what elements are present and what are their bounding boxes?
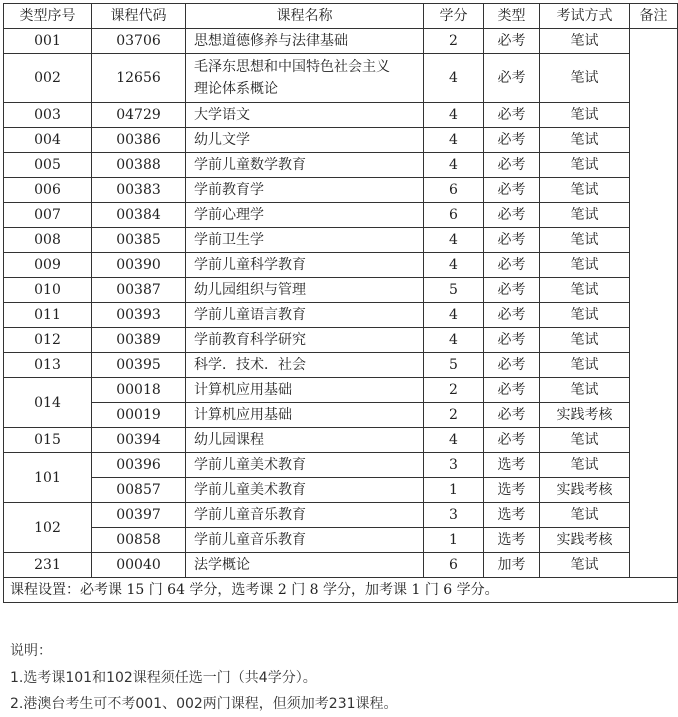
table-row: [4, 378, 678, 403]
table-header-row: [4, 4, 678, 29]
group-cell: 005: [4, 153, 92, 178]
credit-cell: 4: [424, 428, 484, 453]
header-type: 类型: [484, 4, 540, 29]
exam-cell: 笔试: [540, 54, 630, 103]
group-cell: 011: [4, 303, 92, 328]
group-cell: 009: [4, 253, 92, 278]
table-row: [4, 328, 678, 353]
table-row: [4, 54, 678, 103]
table-row: [4, 553, 678, 578]
credit-cell: 4: [424, 328, 484, 353]
table-footer-row: [4, 578, 678, 603]
table-row: [4, 453, 678, 478]
code-cell: 00390: [92, 253, 186, 278]
type-cell: 必考: [484, 328, 540, 353]
type-cell: 必考: [484, 103, 540, 128]
name-cell: 学前儿童科学教育: [186, 253, 424, 278]
table-row: [4, 528, 678, 553]
name-cell: 计算机应用基础: [186, 378, 424, 403]
exam-cell: 笔试: [540, 203, 630, 228]
type-cell: 必考: [484, 153, 540, 178]
header-remark: 备注: [630, 4, 678, 29]
name-cell: 大学语文: [186, 103, 424, 128]
credit-cell: 4: [424, 303, 484, 328]
type-cell: 必考: [484, 128, 540, 153]
credit-cell: 5: [424, 278, 484, 303]
name-line: 毛泽东思想和中国特色社会主义: [194, 59, 390, 75]
code-cell: 04729: [92, 103, 186, 128]
type-cell: 必考: [484, 403, 540, 428]
credit-cell: 5: [424, 353, 484, 378]
header-exam-method: 考试方式: [540, 4, 630, 29]
name-cell: 法学概论: [186, 553, 424, 578]
name-cell: 学前儿童数学教育: [186, 153, 424, 178]
group-cell: 007: [4, 203, 92, 228]
type-cell: 必考: [484, 353, 540, 378]
name-cell: 思想道德修养与法律基础: [186, 29, 424, 54]
exam-cell: 笔试: [540, 178, 630, 203]
table-row: [4, 278, 678, 303]
name-cell: 幼儿园组织与管理: [186, 278, 424, 303]
code-cell: 00396: [92, 453, 186, 478]
name-cell: 学前儿童音乐教育: [186, 503, 424, 528]
code-cell: 00388: [92, 153, 186, 178]
type-cell: 必考: [484, 54, 540, 103]
code-cell: 00858: [92, 528, 186, 553]
table-row: [4, 153, 678, 178]
group-cell: 002: [4, 54, 92, 103]
credit-cell: 4: [424, 103, 484, 128]
table-row: [4, 103, 678, 128]
name-cell: 学前儿童音乐教育: [186, 528, 424, 553]
exam-cell: 笔试: [540, 453, 630, 478]
table-row: [4, 253, 678, 278]
name-cell: 学前教育学: [186, 178, 424, 203]
group-cell: 014: [4, 378, 92, 428]
code-cell: 00394: [92, 428, 186, 453]
type-cell: 必考: [484, 29, 540, 54]
table-row: [4, 478, 678, 503]
code-cell: 12656: [92, 54, 186, 103]
credit-cell: 4: [424, 128, 484, 153]
table-row: [4, 428, 678, 453]
credit-cell: 3: [424, 503, 484, 528]
code-cell: 00018: [92, 378, 186, 403]
notes-section: [10, 638, 670, 717]
group-cell: 010: [4, 278, 92, 303]
type-cell: 必考: [484, 378, 540, 403]
header-course-code: 课程代码: [92, 4, 186, 29]
type-cell: 选考: [484, 478, 540, 503]
group-cell: 001: [4, 29, 92, 54]
exam-cell: 笔试: [540, 503, 630, 528]
code-cell: 00397: [92, 503, 186, 528]
type-cell: 选考: [484, 503, 540, 528]
remark-cell: [630, 29, 678, 578]
exam-cell: 笔试: [540, 29, 630, 54]
code-cell: 00385: [92, 228, 186, 253]
type-cell: 必考: [484, 278, 540, 303]
code-cell: 03706: [92, 29, 186, 54]
code-cell: 00395: [92, 353, 186, 378]
credit-cell: 4: [424, 153, 484, 178]
exam-cell: 笔试: [540, 378, 630, 403]
exam-cell: 笔试: [540, 103, 630, 128]
type-cell: 必考: [484, 428, 540, 453]
code-cell: 00384: [92, 203, 186, 228]
name-cell: 学前儿童美术教育: [186, 453, 424, 478]
note-item: 2.港澳台考生可不考001、002两门课程，但须加考231课程。: [10, 696, 398, 712]
type-cell: 必考: [484, 253, 540, 278]
credit-cell: 4: [424, 54, 484, 103]
code-cell: 00389: [92, 328, 186, 353]
credit-cell: 1: [424, 528, 484, 553]
code-cell: 00386: [92, 128, 186, 153]
table-row: [4, 178, 678, 203]
exam-cell: 笔试: [540, 353, 630, 378]
exam-cell: 笔试: [540, 153, 630, 178]
name-cell: 计算机应用基础: [186, 403, 424, 428]
exam-cell: 笔试: [540, 228, 630, 253]
exam-cell: 笔试: [540, 253, 630, 278]
exam-cell: 实践考核: [540, 528, 630, 553]
table-row: [4, 403, 678, 428]
exam-cell: 笔试: [540, 328, 630, 353]
table-row: [4, 303, 678, 328]
table-row: [4, 228, 678, 253]
code-cell: 00040: [92, 553, 186, 578]
header-course-name: 课程名称: [186, 4, 424, 29]
exam-cell: 笔试: [540, 278, 630, 303]
group-cell: 102: [4, 503, 92, 553]
group-cell: 015: [4, 428, 92, 453]
credit-cell: 4: [424, 253, 484, 278]
group-cell: 004: [4, 128, 92, 153]
credit-cell: 6: [424, 178, 484, 203]
credit-cell: 4: [424, 228, 484, 253]
code-cell: 00387: [92, 278, 186, 303]
exam-cell: 笔试: [540, 553, 630, 578]
code-cell: 00019: [92, 403, 186, 428]
type-cell: 选考: [484, 453, 540, 478]
name-cell: 幼儿文学: [186, 128, 424, 153]
name-cell: 学前儿童美术教育: [186, 478, 424, 503]
type-cell: 必考: [484, 303, 540, 328]
exam-cell: 实践考核: [540, 403, 630, 428]
group-cell: 012: [4, 328, 92, 353]
name-cell: 学前教育科学研究: [186, 328, 424, 353]
group-cell: 101: [4, 453, 92, 503]
credit-cell: 6: [424, 553, 484, 578]
type-cell: 加考: [484, 553, 540, 578]
credit-cell: 1: [424, 478, 484, 503]
code-cell: 00857: [92, 478, 186, 503]
exam-cell: 笔试: [540, 428, 630, 453]
code-cell: 00393: [92, 303, 186, 328]
table-row: [4, 128, 678, 153]
type-cell: 必考: [484, 178, 540, 203]
group-cell: 003: [4, 103, 92, 128]
credit-cell: 2: [424, 403, 484, 428]
group-cell: 013: [4, 353, 92, 378]
table-row: [4, 503, 678, 528]
credit-cell: 2: [424, 378, 484, 403]
group-cell: 231: [4, 553, 92, 578]
exam-cell: 笔试: [540, 303, 630, 328]
notes-title: 说明：: [10, 643, 52, 659]
credit-cell: 3: [424, 453, 484, 478]
table-row: [4, 353, 678, 378]
header-credit: 学分: [424, 4, 484, 29]
name-cell: 学前儿童语言教育: [186, 303, 424, 328]
header-group-no: 类型序号: [4, 4, 92, 29]
credit-cell: 6: [424, 203, 484, 228]
exam-cell: 实践考核: [540, 478, 630, 503]
name-line: 理论体系概论: [194, 81, 278, 97]
name-cell: 学前心理学: [186, 203, 424, 228]
name-cell: 幼儿园课程: [186, 428, 424, 453]
credit-cell: 2: [424, 29, 484, 54]
type-cell: 选考: [484, 528, 540, 553]
name-cell: [186, 54, 424, 103]
exam-cell: 笔试: [540, 128, 630, 153]
type-cell: 必考: [484, 228, 540, 253]
name-cell: 科学．技术．社会: [186, 353, 424, 378]
table-row: [4, 29, 678, 54]
name-cell: 学前卫生学: [186, 228, 424, 253]
group-cell: 008: [4, 228, 92, 253]
course-summary: 课程设置：必考课 15 门 64 学分，选考课 2 门 8 学分，加考课 1 门 6 学分。: [4, 578, 678, 603]
table-row: [4, 203, 678, 228]
type-cell: 必考: [484, 203, 540, 228]
course-table: [3, 3, 678, 603]
code-cell: 00383: [92, 178, 186, 203]
group-cell: 006: [4, 178, 92, 203]
note-item: 1.选考课101和102课程须任选一门（共4学分）。: [10, 670, 317, 686]
